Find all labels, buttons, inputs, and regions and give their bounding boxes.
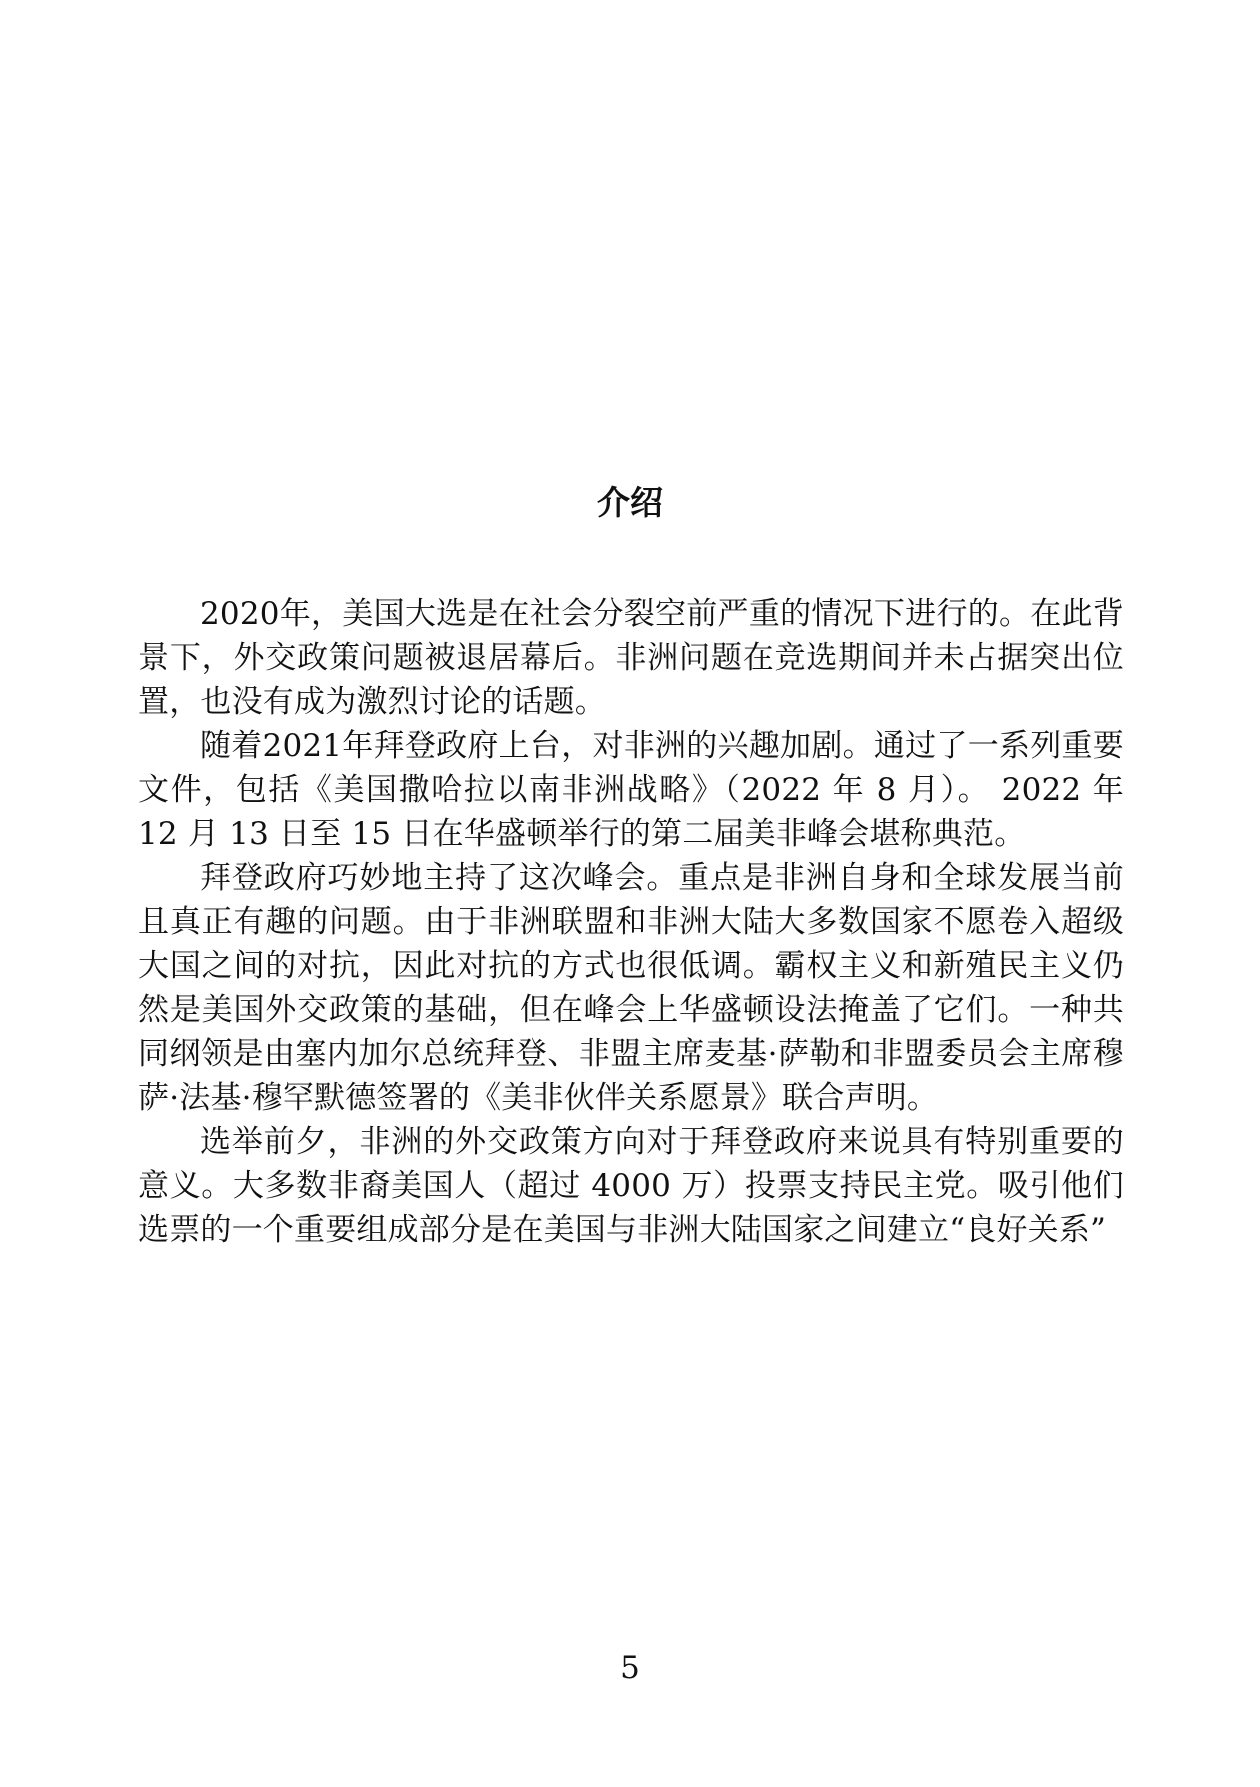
paragraph-3: 拜登政府巧妙地主持了这次峰会。重点是非洲自身和全球发展当前且真正有趣的问题。由于非洲联盟和非洲大陆大多数国家不愿卷入超级大国之间的对抗，因此对抗的方式也很低调。霸权主义和新殖民主义仍然是美国外交政策的基础，但在峰会上华盛顿设法掩盖了它们。一种共同纲领是由塞内加尔总统拜登、非盟主席麦基·萨勒和非盟委员会主席穆萨·法基·穆罕默德签署的《美非伙伴关系愿景》联合声明。 — [138, 860, 1124, 1116]
page-number: 5 — [620, 1650, 640, 1686]
body-text — [138, 592, 1124, 1252]
page-title: 介绍 — [597, 483, 663, 522]
paragraph-4: 选举前夕，非洲的外交政策方向对于拜登政府来说具有特别重要的意义。大多数非裔美国人（超过 4000 万）投票支持民主党。吸引他们选票的一个重要组成部分是在美国与非洲大陆国家之间建立“良好关系” — [138, 1124, 1124, 1248]
paragraph-1: 2020年，美国大选是在社会分裂空前严重的情况下进行的。在此背景下，外交政策问题被退居幕后。非洲问题在竞选期间并未占据突出位置，也没有成为激烈讨论的话题。 — [138, 596, 1124, 720]
paragraph-2: 随着2021年拜登政府上台，对非洲的兴趣加剧。通过了一系列重要文件，包括《美国撒哈拉以南非洲战略》（2022 年 8 月）。 2022 年 12 月 13 日至 15 日在华盛顿举行的第二届美非峰会堪称典范。 — [138, 728, 1124, 852]
